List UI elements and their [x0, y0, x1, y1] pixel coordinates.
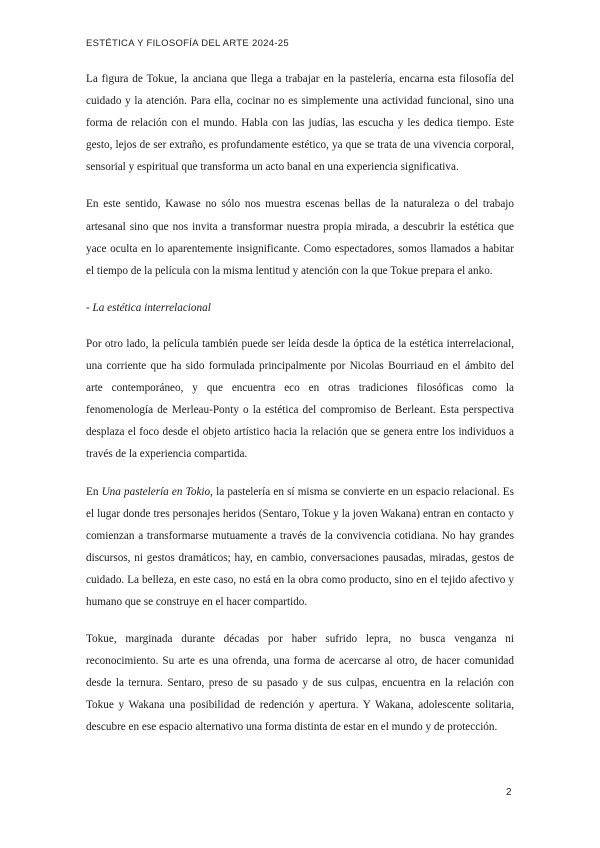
- paragraph-tokue: La figura de Tokue, la anciana que llega a trabajar en la pastelería, encarna esta filosofía del cuidado y la atención. Para ella, cocinar no es simplemente una actividad funcional, sino una forma de relación con el mundo. Habla con las judías, las escucha y les dedica tiempo. Este gesto, lejos de ser extraño, es profundamente estético, ya que se trata de una vivencia corporal, sensorial y espiritual que transforma un acto banal en una experiencia significativa.: [86, 73, 514, 174]
- subheading-text: La estética interrelacional: [92, 301, 211, 314]
- page-number: 2: [506, 787, 512, 798]
- paragraph-characters: Tokue, marginada durante décadas por haber sufrido lepra, no busca venganza ni reconocimiento. Su arte es una ofrenda, una forma de acercarse al otro, de hacer comunidad desde la ternura. Sentaro, preso de su pasado y de sus culpas, encuentra en la relación con Tokue y Wakana una posibilidad de redención y apertura. Y Wakana, adolescente solitaria, descubre en ese espacio alternativo una forma distinta de estar en el mundo y de protección.: [86, 633, 514, 734]
- film-title: Una pastelería en Tokio: [101, 485, 211, 498]
- paragraph-kawase: En este sentido, Kawase no sólo nos muestra escenas bellas de la naturaleza o del trabajo artesanal sino que nos invita a transformar nuestra propia mirada, a descubrir la estética que yace oculta en lo aparentemente insignificante. Como espectadores, somos llamados a habitar el tiempo de la película con la misma lentitud y atención con la que Tokue prepara el anko.: [86, 198, 514, 277]
- subheading-dash: -: [86, 301, 93, 314]
- section-subheading: [86, 297, 514, 319]
- paragraph-pasteleria: [86, 481, 514, 614]
- document-body: [86, 68, 514, 754]
- paragraph-rest: , la pastelería en sí misma se convierte en un espacio relacional. Es el lugar donde tres personajes heridos (Sentaro, Tokue y la joven Wakana) entran en contacto y comienzan a transformarse mutuamente a través de la convivencia cotidiana. No hay grandes discursos, ni gestos dramáticos; hay, en cambio, conversaciones pausadas, miradas, gestos de cuidado. La belleza, en este caso, no está en la obra como producto, sino en el tejido afectivo y humano que se construye en el hacer compartido.: [86, 485, 514, 608]
- paragraph-interrelacional: Por otro lado, la película también puede ser leída desde la óptica de la estética interrelacional, una corriente que ha sido formulada principalmente por Nicolas Bourriaud en el ámbito del arte contemporáneo, y que encuentra eco en otras tradiciones filosóficas como la fenomenología de Merleau-Ponty o la estética del compromiso de Berleant. Esta perspectiva desplaza el foco desde el objeto artístico hacia la relación que se genera entre los individuos a través de la experiencia compartida.: [86, 337, 514, 461]
- page-header: ESTÉTICA Y FILOSOFÍA DEL ARTE 2024-25: [86, 38, 289, 49]
- paragraph-start: En: [86, 485, 102, 498]
